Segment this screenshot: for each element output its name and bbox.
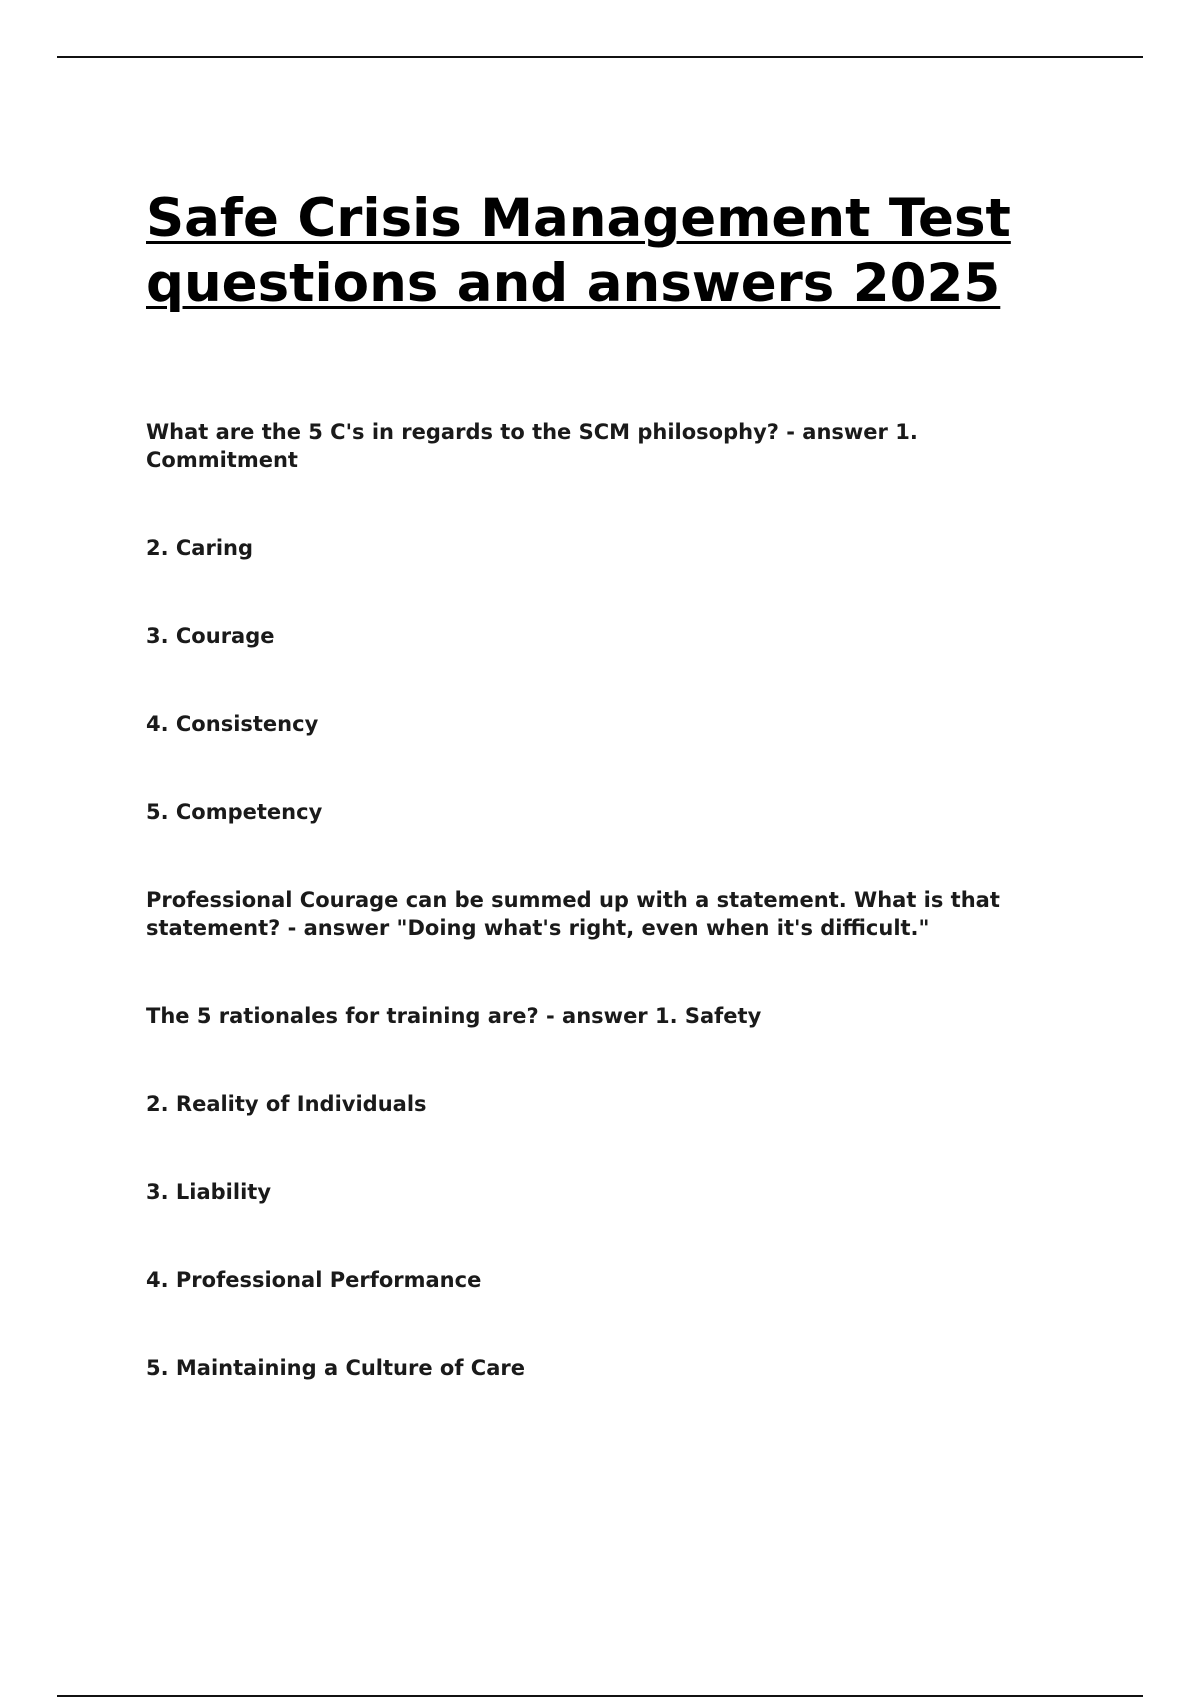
question-rationales: The 5 rationales for training are? - answer 1. Safety (146, 1004, 762, 1028)
question-professional-courage: Professional Courage can be summed up with a statement. What is that statement? - answer "Doing what's right, even when it's difficult." (146, 888, 1000, 940)
document-title: Safe Crisis Management Test questions and answers 2025 (146, 188, 1011, 314)
header-rule (57, 56, 1143, 58)
question-5cs: What are the 5 C's in regards to the SCM philosophy? - answer 1. Commitment (146, 420, 918, 472)
footer-rule (57, 1695, 1143, 1697)
list-item: 2. Reality of Individuals (146, 1092, 427, 1116)
list-item: 2. Caring (146, 536, 254, 560)
list-item: 3. Courage (146, 624, 275, 648)
document-body (146, 186, 1066, 1382)
list-item: 5. Competency (146, 800, 323, 824)
list-item: 4. Consistency (146, 712, 319, 736)
list-item: 5. Maintaining a Culture of Care (146, 1356, 525, 1380)
qa-list (146, 418, 1066, 1382)
list-item: 3. Liability (146, 1180, 272, 1204)
list-item: 4. Professional Performance (146, 1268, 482, 1292)
